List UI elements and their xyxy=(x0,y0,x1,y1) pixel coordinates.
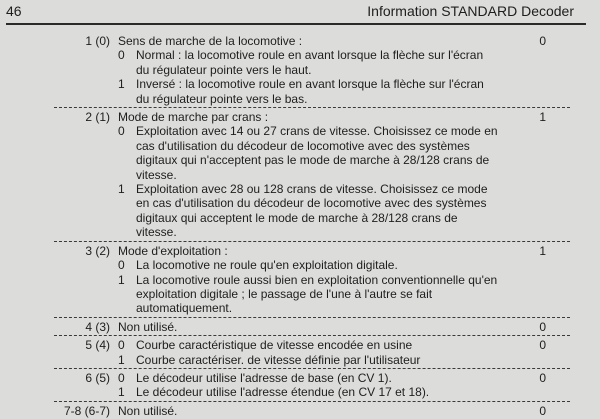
cv-number: 6 (5) xyxy=(85,370,110,385)
cv-number: 5 (4) xyxy=(85,338,110,353)
option-value: 0 xyxy=(118,370,125,385)
default-value: 0 xyxy=(539,403,546,418)
option-value: 1 xyxy=(118,182,125,197)
page-number: 46 xyxy=(6,3,22,19)
option-value: 1 xyxy=(118,352,125,367)
cv-number: 2 (1) xyxy=(85,110,110,125)
option-text: Inversé : la locomotive roule en avant lorsque la flèche sur l'écran du régulateur pointe vers le bas. xyxy=(136,77,484,106)
table-row xyxy=(54,369,570,402)
cv-description xyxy=(118,244,498,316)
table-row xyxy=(54,32,570,108)
option xyxy=(118,338,498,352)
table-row xyxy=(54,108,570,242)
option-text: Normal : la locomotive roule en avant lorsque la flèche sur l'écran du régulateur pointe vers le haut. xyxy=(136,48,484,77)
cv-description xyxy=(118,34,498,106)
default-value: 0 xyxy=(539,34,546,48)
default-value: 1 xyxy=(539,243,546,258)
cv-number: 7-8 (6-7) xyxy=(63,403,110,418)
cv-number: 4 (3) xyxy=(85,319,110,334)
cv-description xyxy=(118,110,498,240)
default-value: 0 xyxy=(539,338,546,353)
page-header xyxy=(0,0,600,28)
option-text: Le décodeur utilise l'adresse de base (en CV 1). xyxy=(136,370,392,385)
cv-table xyxy=(54,32,570,419)
default-value: 1 xyxy=(539,110,546,125)
table-row xyxy=(54,242,570,318)
table-row xyxy=(54,402,570,419)
default-value: 0 xyxy=(539,319,546,334)
cv-number: 1 (0) xyxy=(85,34,110,48)
option xyxy=(118,258,498,272)
option xyxy=(118,385,498,399)
option-value: 1 xyxy=(118,272,125,287)
cv-title: Sens de marche de la locomotive : xyxy=(118,34,303,48)
option-text: Le décodeur utilise l'adresse étendue (en CV 17 et 18). xyxy=(136,385,430,400)
option-value: 0 xyxy=(118,124,125,139)
header-rule xyxy=(6,23,586,25)
option xyxy=(118,48,498,77)
option-value: 0 xyxy=(118,258,125,273)
cv-title: Non utilisé. xyxy=(118,319,178,334)
cv-title: Mode de marche par crans : xyxy=(118,110,269,125)
cv-description xyxy=(118,320,498,334)
option-value: 1 xyxy=(118,385,125,400)
option-text: Courbe caractéristique de vitesse encodée en usine xyxy=(136,338,413,353)
option xyxy=(118,353,498,367)
option-value: 0 xyxy=(118,338,125,353)
option xyxy=(118,124,498,182)
header-title: Information STANDARD Decoder xyxy=(367,3,574,19)
table-row xyxy=(54,318,570,336)
option xyxy=(118,273,498,316)
table-row xyxy=(54,336,570,369)
default-value: 0 xyxy=(539,370,546,385)
option-value: 0 xyxy=(118,48,125,63)
cv-description xyxy=(118,371,498,400)
option-text: La locomotive roule aussi bien en exploitation conventionnelle qu'en exploitation digitale ; le passage de l'une à l'autre se fait automatiquement. xyxy=(136,272,498,316)
cv-title: Mode d'exploitation : xyxy=(118,243,228,258)
cv-description xyxy=(118,404,498,418)
option-text: La locomotive ne roule qu'en exploitation digitale. xyxy=(136,258,398,273)
cv-number: 3 (2) xyxy=(85,243,110,258)
cv-description xyxy=(118,338,498,367)
option-text: Exploitation avec 28 ou 128 crans de vitesse. Choisissez ce mode en cas d'utilisation du décodeur de locomotive avec des systèmes digitaux qui acceptent le mode de marche à 28/128 crans de vitesse. xyxy=(136,182,488,240)
option xyxy=(118,77,498,106)
option-text: Courbe caractériser. de vitesse définie par l'utilisateur xyxy=(136,352,421,367)
option-value: 1 xyxy=(118,77,125,92)
cv-title: Non utilisé. xyxy=(118,403,178,418)
option xyxy=(118,182,498,240)
option xyxy=(118,371,498,385)
option-text: Exploitation avec 14 ou 27 crans de vitesse. Choisissez ce mode en cas d'utilisation du décodeur de locomotive avec des systèmes digitaux qui n'acceptent pas le mode de marche à 28/128 crans de vitesse. xyxy=(136,124,498,182)
